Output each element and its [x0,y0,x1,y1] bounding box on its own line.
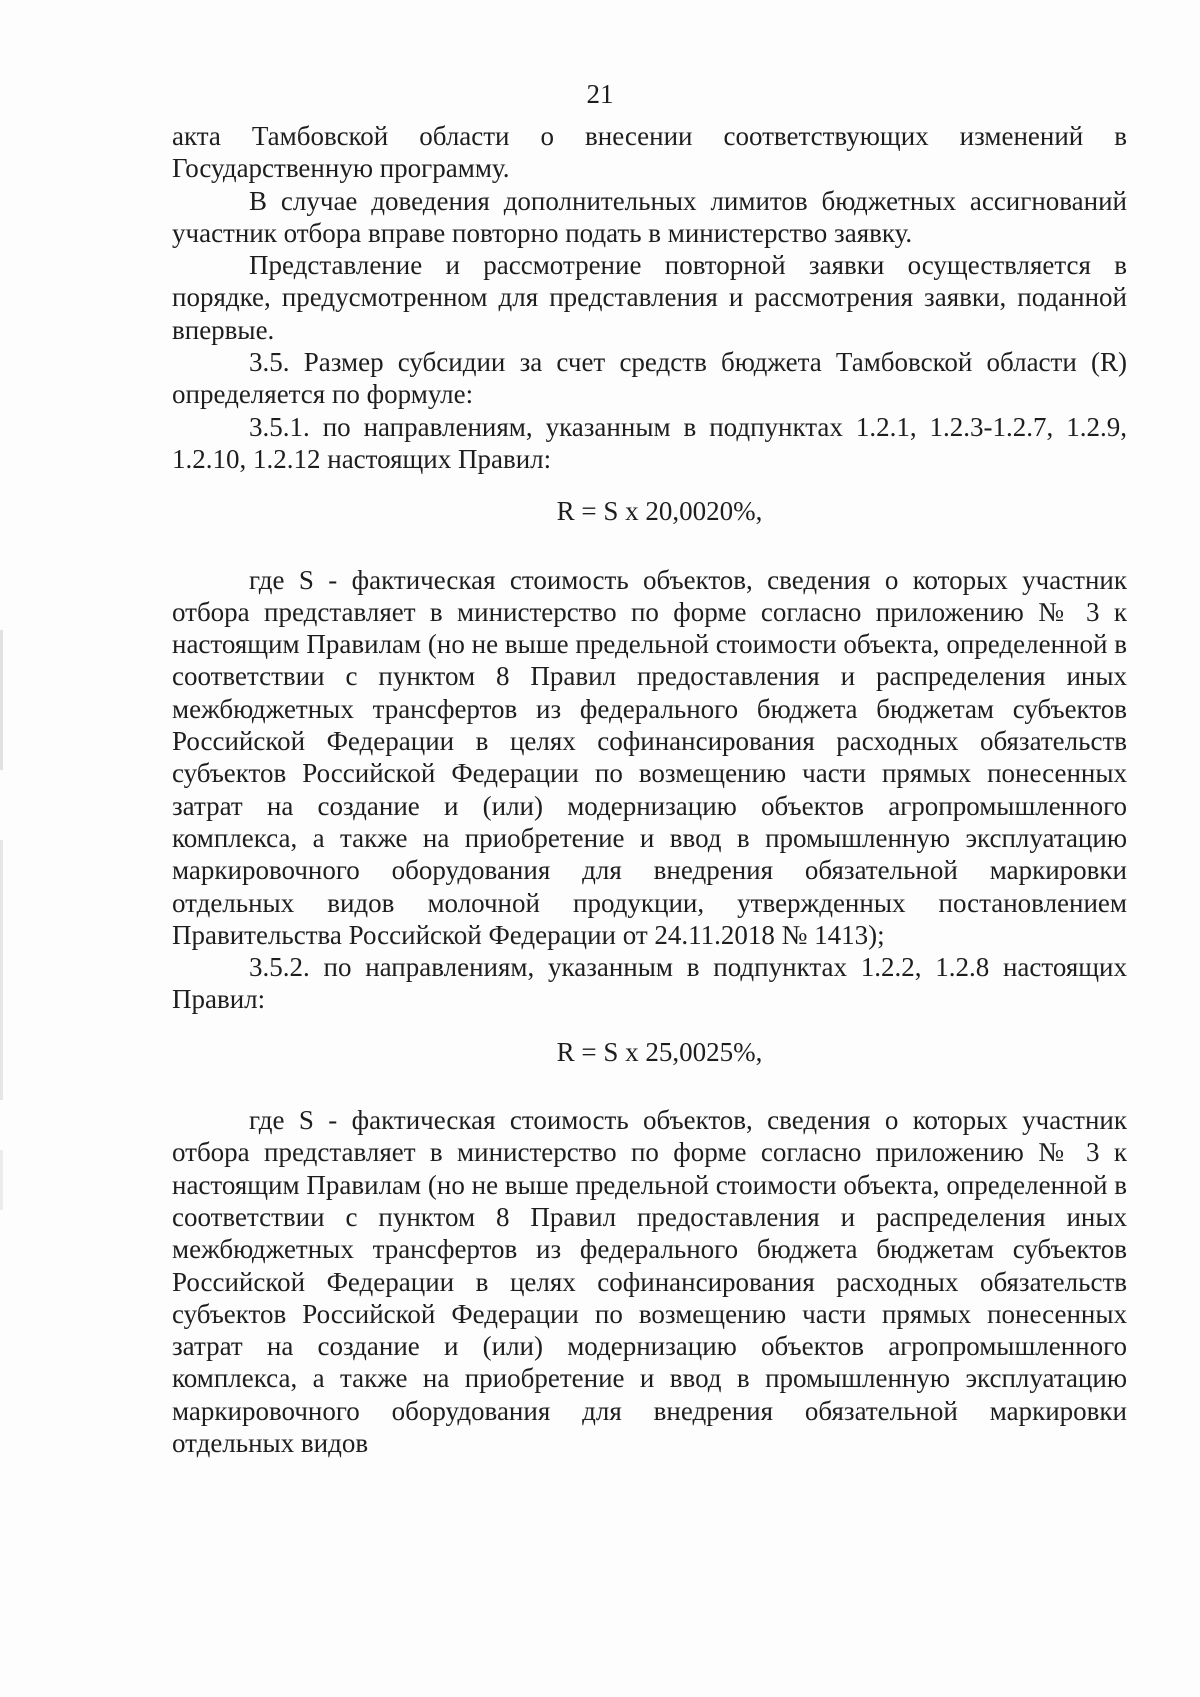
scan-artifact [0,840,3,1100]
paragraph-3-5-2: 3.5.2. по направлениям, указанным в подпунктах 1.2.2, 1.2.8 настоящих Правил: [172,952,1127,1015]
formula-2: R = S x 25,0025%, [556,1036,763,1067]
paragraph-continuation: акта Тамбовской области о внесении соответствующих изменений в Государственную программу. [172,121,1127,184]
page-number: 21 [586,79,614,109]
paragraph-repeat-application: Представление и рассмотрение повторной заявки осуществляется в порядке, предусмотренном для представления и рассмотрения заявки, поданной впервые. [172,250,1127,345]
scan-artifact [0,1150,3,1210]
formula-1: R = S x 20,0020%, [556,496,763,527]
paragraph-3-5-1: 3.5.1. по направлениям, указанным в подпунктах 1.2.1, 1.2.3-1.2.7, 1.2.9, 1.2.10, 1.2.12 настоящих Правил: [172,411,1127,474]
paragraph-additional-limits: В случае доведения дополнительных лимитов бюджетных ассигнований участник отбора вправе повторно подать в министерство заявку. [172,185,1127,248]
paragraph-3-5: 3.5. Размер субсидии за счет средств бюджета Тамбовской области (R) определяется по формуле: [172,347,1127,410]
paragraph-where-s-1: где S - фактическая стоимость объектов, сведения о которых участник отбора представляет в министерство по форме согласно приложению № 3 к настоящим Правилам (но не выше предельной стоимости объекта, определенной в соответствии с пунктом 8 Правил предоставления и распределения иных межбюджетных трансфертов из федерального бюджета бюджетам субъектов Российской Федерации в целях софинансирования расходных обязательств субъектов Российской Федерации по возмещению части прямых понесенных затрат на создание и (или) модернизацию объектов агропромышленного комплекса, а также на приобретение и ввод в промышленную эксплуатацию маркировочного оборудования для внедрения обязательной маркировки отдельных видов молочной продукции, утвержденных постановлением Правительства Российской Федерации от 24.11.2018 № 1413); [172,564,1127,950]
document-body [172,120,1127,1459]
scan-artifact [0,630,3,770]
paragraph-where-s-2: где S - фактическая стоимость объектов, сведения о которых участник отбора представляет в министерство по форме согласно приложению № 3 к настоящим Правилам (но не выше предельной стоимости объекта, определенной в соответствии с пунктом 8 Правил предоставления и распределения иных межбюджетных трансфертов из федерального бюджета бюджетам субъектов Российской Федерации в целях софинансирования расходных обязательств субъектов Российской Федерации по возмещению части прямых понесенных затрат на создание и (или) модернизацию объектов агропромышленного комплекса, а также на приобретение и ввод в промышленную эксплуатацию маркировочного оборудования для внедрения обязательной маркировки отдельных видов [172,1105,1127,1458]
